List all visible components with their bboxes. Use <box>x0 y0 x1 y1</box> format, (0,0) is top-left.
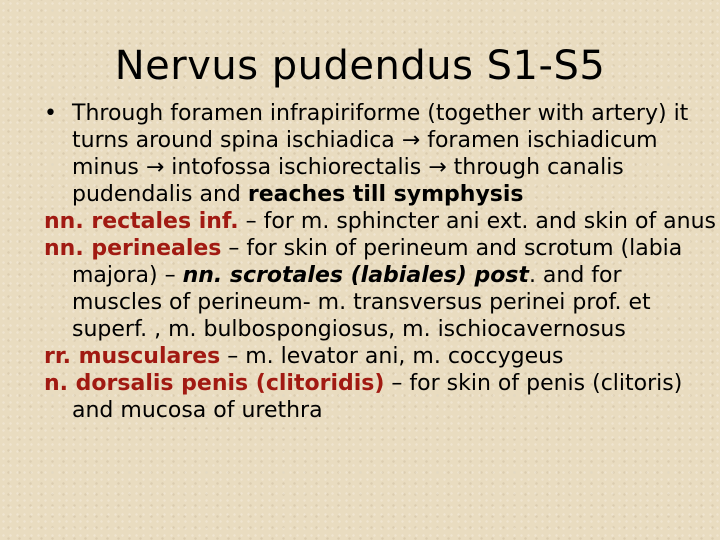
bullet-marker: • <box>44 101 57 126</box>
branch-term: nn. rectales inf. <box>44 209 239 234</box>
branch-description-cont: . and for muscles of perineum- m. transversus perinei prof. et superf. , m. bulbospongiosus, m. ischiocavernosus <box>72 263 651 342</box>
branch-rectales <box>44 208 716 235</box>
slide-title: Nervus pudendus S1-S5 <box>114 43 606 89</box>
branch-term: rr. musculares <box>44 344 221 369</box>
branch-description: – for m. sphincter ani ext. and skin of anus <box>238 209 717 234</box>
branch-dorsalis <box>44 370 716 424</box>
branch-term: nn. perineales <box>44 236 222 261</box>
course-emphasis: reaches till symphysis <box>247 182 524 207</box>
slide-body <box>44 100 716 424</box>
branch-term: n. dorsalis penis (clitoridis) <box>44 371 385 396</box>
branch-description: – for skin of penis (clitoris) and mucosa of urethra <box>72 371 683 423</box>
branch-subterm: nn. scrotales (labiales) post <box>182 263 529 288</box>
branch-musculares <box>44 343 716 370</box>
bullet-paragraph-course <box>44 100 716 208</box>
branch-description: – m. levator ani, m. coccygeus <box>220 344 564 369</box>
branch-description: – for skin of perineum and scrotum (labia majora) – <box>72 236 683 288</box>
branch-perineales <box>44 235 716 343</box>
course-text: Through foramen infrapiriforme (together with artery) it turns around spina ischiadica → foramen ischiadicum minus → intofossa ischiorectalis → through canalis pudendalis and <box>72 101 689 207</box>
